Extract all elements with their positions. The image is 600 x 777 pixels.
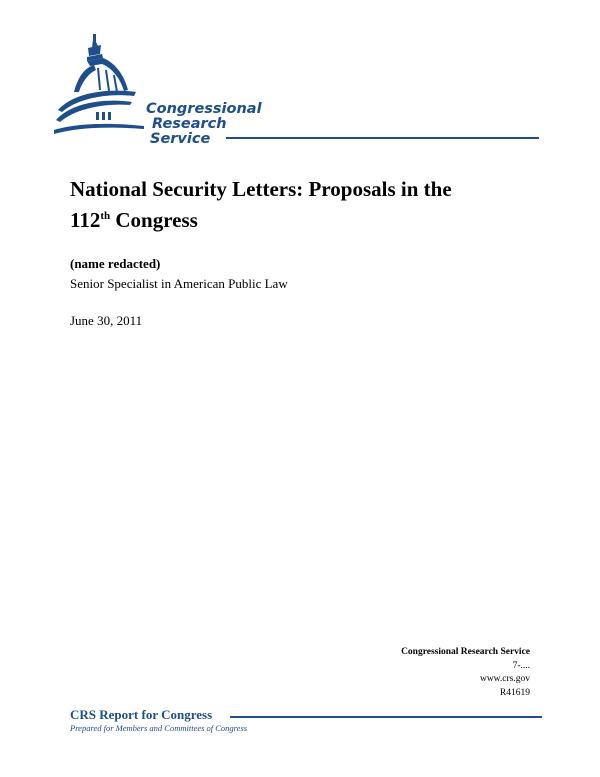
logo-line-3: Service xyxy=(150,131,211,147)
crs-website: www.crs.gov xyxy=(479,674,530,684)
logo-line-1: Congressional xyxy=(146,101,262,117)
report-date: June 30, 2011 xyxy=(70,313,143,328)
crs-phone: 7-.... xyxy=(512,660,530,671)
footer-rule xyxy=(230,716,542,718)
title-part-2: Congress xyxy=(115,208,198,232)
crs-contact-block xyxy=(401,646,530,700)
footer-subtitle: Prepared for Members and Committees of Congress xyxy=(70,723,248,733)
crs-report-number: R41619 xyxy=(499,687,530,698)
logo-rule xyxy=(226,137,539,139)
capitol-dome-icon xyxy=(54,30,154,146)
author-name: (name redacted) xyxy=(70,256,161,271)
crs-logo xyxy=(54,30,544,146)
logo-line-2: Research xyxy=(152,116,227,132)
report-title xyxy=(70,174,540,236)
logo-wordmark xyxy=(146,102,262,147)
footer-title: CRS Report for Congress xyxy=(70,707,213,722)
title-number: 112 xyxy=(70,208,101,232)
title-suffix: th xyxy=(100,210,111,222)
crs-organization: Congressional Research Service xyxy=(401,647,530,657)
title-part-1: National Security Letters: Proposals in the xyxy=(70,177,452,201)
author-title: Senior Specialist in American Public Law xyxy=(70,276,288,291)
